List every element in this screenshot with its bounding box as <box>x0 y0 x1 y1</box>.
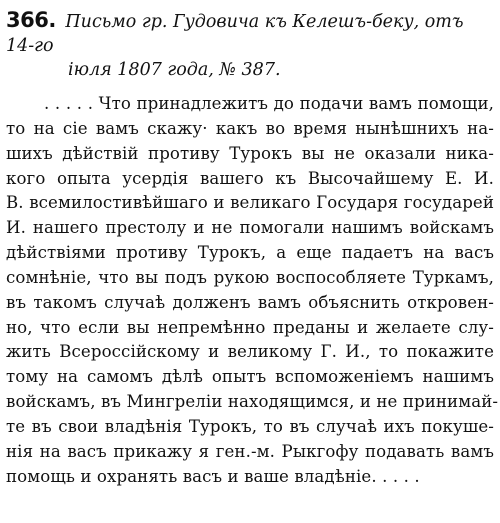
body-line: жить Всероссійскому и великому Г. И., то покажите <box>6 342 494 362</box>
body-line: помощь и охранять васъ и ваше владѣніе. . . . . <box>6 466 420 486</box>
body-line: сомнѣніе, что вы подъ рукою воспособляете Туркамъ, <box>6 267 494 287</box>
body-line: кого опыта усердія вашего къ Высочайшему Е. И. <box>6 168 494 188</box>
body-line: но, что если вы непремѣнно преданы и желаете слу- <box>6 317 494 337</box>
heading-line-2 <box>6 58 496 82</box>
body-line: шихъ дѣйствій противу Турокъ вы не оказали ника- <box>6 143 494 163</box>
body-line: дѣйствіями противу Турокъ, а еще падаетъ на васъ <box>6 243 494 263</box>
body-line: войскамъ, въ Мингреліи находящимся, и не принимай- <box>6 392 499 412</box>
heading-line-1 <box>6 8 496 58</box>
document-title-line-2: іюля 1807 года, № 387. <box>68 60 281 80</box>
body-line: то на сіе вамъ скажу· какъ во время нынѣшнихъ на- <box>6 118 494 138</box>
document-number: 366. <box>6 8 56 32</box>
body-line: те въ свои владѣнія Турокъ, то въ случаѣ ихъ покуше- <box>6 416 494 436</box>
body-line: тому на самомъ дѣлѣ опытъ вспоможеніемъ нашимъ <box>6 367 494 387</box>
letter-body <box>6 92 499 490</box>
body-line: В. всемилостивѣйшаго и великаго Государя государей <box>6 193 494 213</box>
document-heading <box>6 8 496 82</box>
document-title-line-1: Письмо гр. Гудовича къ Келешъ-беку, отъ 14-го <box>6 12 464 56</box>
body-line: нія на васъ прикажу я ген.-м. Рыкгофу подавать вамъ <box>6 441 494 461</box>
body-line: И. нашего престолу и не помогали нашимъ войскамъ <box>6 218 494 238</box>
body-line: въ такомъ случаѣ долженъ вамъ объяснить откровен- <box>6 292 494 312</box>
body-line: . . . . . Что принадлежитъ до подачи вамъ помощи, <box>44 94 494 113</box>
